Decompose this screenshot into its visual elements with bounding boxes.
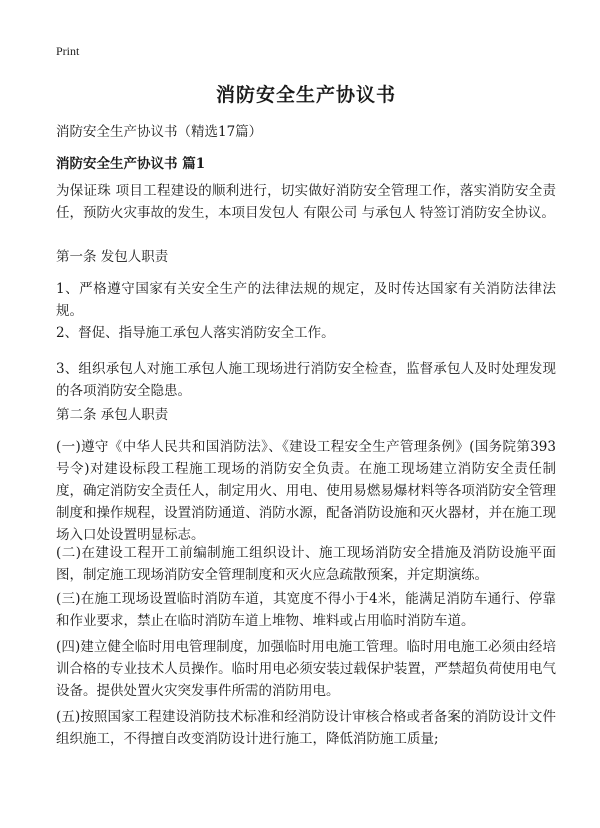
- paragraph-item: (一)遵守《中华人民共和国消防法》、《建设工程安全生产管理条例》(国务院第393号令)对建设标段工程施工现场的消防安全负责。在施工现场建立消防安全责任制度，确定消防安全责任人，制定用火、用电、使用易燃易爆材料等各项消防安全管理制度和操作规程，设置消防通道、消防水源，配备消防设施和灭火器材，并在施工现场入口处设置明显标志。: [56, 439, 556, 543]
- paragraph-item: 3、组织承包人对施工承包人施工现场进行消防安全检查，监督承包人及时处理发现的各项消防安全隐患。: [56, 361, 556, 399]
- paragraph-item: (三)在施工现场设置临时消防车道，其宽度不得小于4米，能满足消防车通行、停靠和作业要求，禁止在临时消防车道上堆物、堆料或占用临时消防车道。: [56, 591, 556, 629]
- document-title: 消防安全生产协议书: [215, 84, 396, 106]
- paragraph-item: 2、督促、指导施工承包人落实消防安全工作。: [56, 325, 335, 341]
- paragraph-intro: 为保证珠 项目工程建设的顺利进行，切实做好消防安全管理工作，落实消防安全责任，预防火灾事故的发生，本项目发包人 有限公司 与承包人 特签订消防安全协议。: [56, 183, 556, 221]
- document-subtitle: 消防安全生产协议书（精选17篇）: [56, 124, 263, 140]
- article-heading: 第二条 承包人职责: [56, 407, 169, 423]
- paragraph-item: (四)建立健全临时用电管理制度，加强临时用电施工管理。临时用电施工必须由经培训合格的专业技术人员操作。临时用电必须安装过载保护装置，严禁超负荷使用电气设备。提供处置火灾突发事件所需的消防用电。: [56, 639, 556, 699]
- paragraph-item: 1、严格遵守国家有关安全生产的法律法规的规定，及时传达国家有关消防法律法规。: [56, 281, 556, 319]
- paragraph-item: (二)在建设工程开工前编制施工组织设计、施工现场消防安全措施及消防设施平面图，制定施工现场消防安全管理制度和灭火应急疏散预案，并定期演练。: [56, 545, 556, 583]
- article-heading: 第一条 发包人职责: [56, 249, 169, 265]
- section-heading: 消防安全生产协议书 篇1: [56, 156, 206, 172]
- paragraph-item: (五)按照国家工程建设消防技术标准和经消防设计审核合格或者备案的消防设计文件组织施工，不得擅自改变消防设计进行施工，降低消防施工质量;: [56, 709, 556, 747]
- print-link[interactable]: Print: [56, 44, 80, 58]
